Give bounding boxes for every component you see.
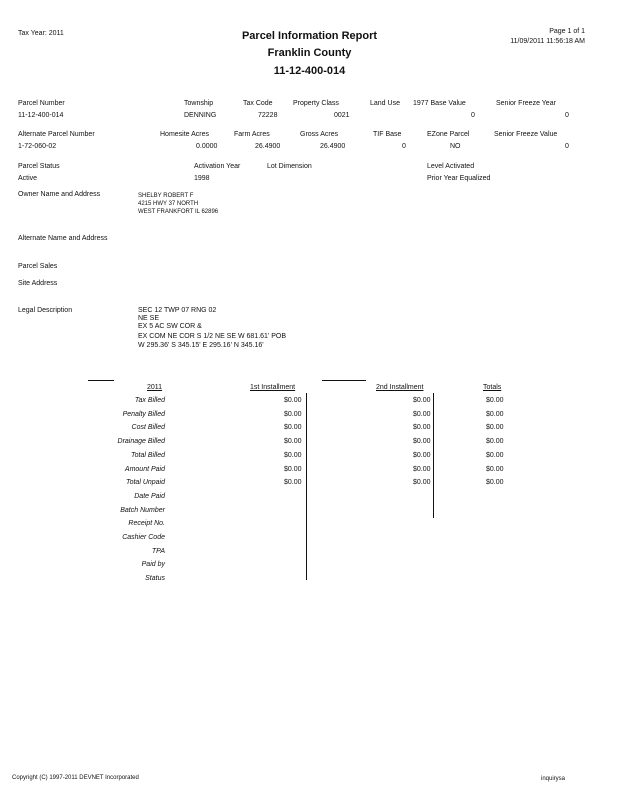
report-datetime: 11/09/2011 11:56:18 AM bbox=[510, 38, 585, 45]
table-cell-first: $0.00 bbox=[284, 479, 302, 486]
legal-line: SEC 12 TWP 07 RNG 02 bbox=[138, 307, 217, 314]
county-title: Franklin County bbox=[267, 47, 352, 59]
table-cell-first: $0.00 bbox=[284, 438, 302, 445]
value-level-activated: Prior Year Equalized bbox=[427, 175, 491, 182]
table-cell-first: $0.00 bbox=[284, 411, 302, 418]
value-ezone: NO bbox=[450, 143, 461, 150]
table-row-label: Cashier Code bbox=[122, 534, 165, 541]
table-cell-first: $0.00 bbox=[284, 466, 302, 473]
page-number: Page 1 of 1 bbox=[549, 28, 585, 35]
table-cell-second: $0.00 bbox=[413, 397, 431, 404]
table-cell-total: $0.00 bbox=[486, 411, 504, 418]
table-row-label: Status bbox=[145, 575, 165, 582]
table-first-installment-header: 1st Installment bbox=[250, 384, 296, 391]
table-cell-total: $0.00 bbox=[486, 452, 504, 459]
table-row-label: Total Unpaid bbox=[125, 479, 165, 486]
label-lot-dimension: Lot Dimension bbox=[267, 163, 312, 170]
label-ezone: EZone Parcel bbox=[427, 131, 470, 138]
table-cell-second: $0.00 bbox=[413, 424, 431, 431]
tax-year: Tax Year: 2011 bbox=[18, 30, 64, 37]
label-senior-freeze-value: Senior Freeze Value bbox=[494, 131, 558, 138]
value-township: DENNING bbox=[184, 112, 217, 119]
label-tif-base: TIF Base bbox=[373, 131, 402, 138]
table-cell-first: $0.00 bbox=[284, 397, 302, 404]
label-farm-acres: Farm Acres bbox=[234, 131, 270, 138]
value-base-value: 0 bbox=[471, 112, 475, 119]
label-tax-code: Tax Code bbox=[243, 100, 273, 107]
label-parcel-number: Parcel Number bbox=[18, 100, 65, 107]
table-row-label: Receipt No. bbox=[128, 520, 165, 527]
value-tax-code: 72228 bbox=[258, 112, 278, 119]
table-row-label: Paid by bbox=[141, 561, 165, 568]
table-row-label: Amount Paid bbox=[124, 466, 165, 473]
label-site-address: Site Address bbox=[18, 280, 58, 287]
table-row-label: Batch Number bbox=[120, 507, 165, 514]
column-divider bbox=[433, 393, 434, 518]
label-alt-parcel: Alternate Parcel Number bbox=[18, 131, 95, 138]
value-homesite-acres: 0.0000 bbox=[196, 143, 218, 150]
value-gross-acres: 26.4900 bbox=[320, 143, 346, 150]
table-row-label: Total Billed bbox=[131, 452, 165, 459]
label-alt-name: Alternate Name and Address bbox=[18, 235, 108, 242]
value-senior-freeze-value: 0 bbox=[565, 143, 569, 150]
table-row-label: Penalty Billed bbox=[122, 411, 165, 418]
value-parcel-status: Active bbox=[18, 175, 38, 182]
label-parcel-status: Parcel Status bbox=[18, 163, 60, 170]
table-cell-second: $0.00 bbox=[413, 479, 431, 486]
label-legal-description: Legal Description bbox=[18, 307, 73, 314]
label-activation-year: Activation Year bbox=[194, 163, 241, 170]
value-farm-acres: 26.4900 bbox=[255, 143, 281, 150]
table-cell-first: $0.00 bbox=[284, 452, 302, 459]
label-owner: Owner Name and Address bbox=[18, 191, 101, 198]
table-cell-first: $0.00 bbox=[284, 424, 302, 431]
table-second-installment-header: 2nd Installment bbox=[376, 384, 424, 391]
column-divider bbox=[306, 393, 307, 580]
table-row-label: Cost Billed bbox=[131, 424, 165, 431]
value-property-class: 0021 bbox=[334, 112, 350, 119]
table-cell-total: $0.00 bbox=[486, 479, 504, 486]
legal-line: W 295.36' S 345.15' E 295.16' N 345.16' bbox=[138, 342, 264, 349]
table-cell-second: $0.00 bbox=[413, 452, 431, 459]
owner-street: 4215 HWY 37 NORTH bbox=[138, 201, 199, 207]
label-base-value: 1977 Base Value bbox=[413, 100, 466, 107]
label-land-use: Land Use bbox=[370, 100, 400, 107]
legal-line: NE SE bbox=[138, 315, 160, 322]
value-activation-year: 1998 bbox=[194, 175, 210, 182]
report-code: inquirysa bbox=[541, 776, 566, 782]
table-totals-header: Totals bbox=[483, 384, 502, 391]
owner-city: WEST FRANKFORT IL 62896 bbox=[138, 209, 219, 215]
report-title: Parcel Information Report bbox=[241, 30, 378, 42]
table-rule bbox=[88, 380, 114, 381]
label-senior-freeze-year: Senior Freeze Year bbox=[496, 100, 556, 107]
owner-name: SHELBY ROBERT F bbox=[138, 193, 194, 199]
legal-line: EX 5 AC SW COR & bbox=[138, 323, 202, 330]
value-alt-parcel: 1-72-060-02 bbox=[18, 143, 57, 150]
label-township: Township bbox=[184, 100, 214, 107]
table-cell-total: $0.00 bbox=[486, 424, 504, 431]
table-rule bbox=[322, 380, 366, 381]
label-homesite-acres: Homesite Acres bbox=[160, 131, 210, 138]
table-cell-total: $0.00 bbox=[486, 438, 504, 445]
table-row-label: Tax Billed bbox=[134, 397, 165, 404]
table-cell-total: $0.00 bbox=[486, 466, 504, 473]
table-cell-total: $0.00 bbox=[486, 397, 504, 404]
table-cell-second: $0.00 bbox=[413, 438, 431, 445]
table-cell-second: $0.00 bbox=[413, 466, 431, 473]
table-row-label: Date Paid bbox=[134, 493, 165, 500]
legal-line: EX COM NE COR S 1/2 NE SE W 681.61' POB bbox=[138, 333, 286, 340]
value-parcel-number: 11-12-400-014 bbox=[18, 112, 64, 119]
value-senior-freeze-year: 0 bbox=[565, 112, 569, 119]
value-tif-base: 0 bbox=[402, 143, 406, 150]
label-gross-acres: Gross Acres bbox=[300, 131, 339, 138]
table-row-label: Drainage Billed bbox=[117, 438, 165, 445]
table-year-header: 2011 bbox=[147, 384, 163, 391]
label-level-activated: Level Activated bbox=[427, 163, 475, 170]
label-property-class: Property Class bbox=[293, 100, 339, 107]
label-parcel-sales: Parcel Sales bbox=[18, 263, 58, 270]
table-cell-second: $0.00 bbox=[413, 411, 431, 418]
parcel-id-title: 11-12-400-014 bbox=[273, 65, 346, 77]
copyright: Copyright (C) 1997-2011 DEVNET Incorporated bbox=[12, 775, 139, 781]
table-row-label: TPA bbox=[151, 548, 165, 555]
